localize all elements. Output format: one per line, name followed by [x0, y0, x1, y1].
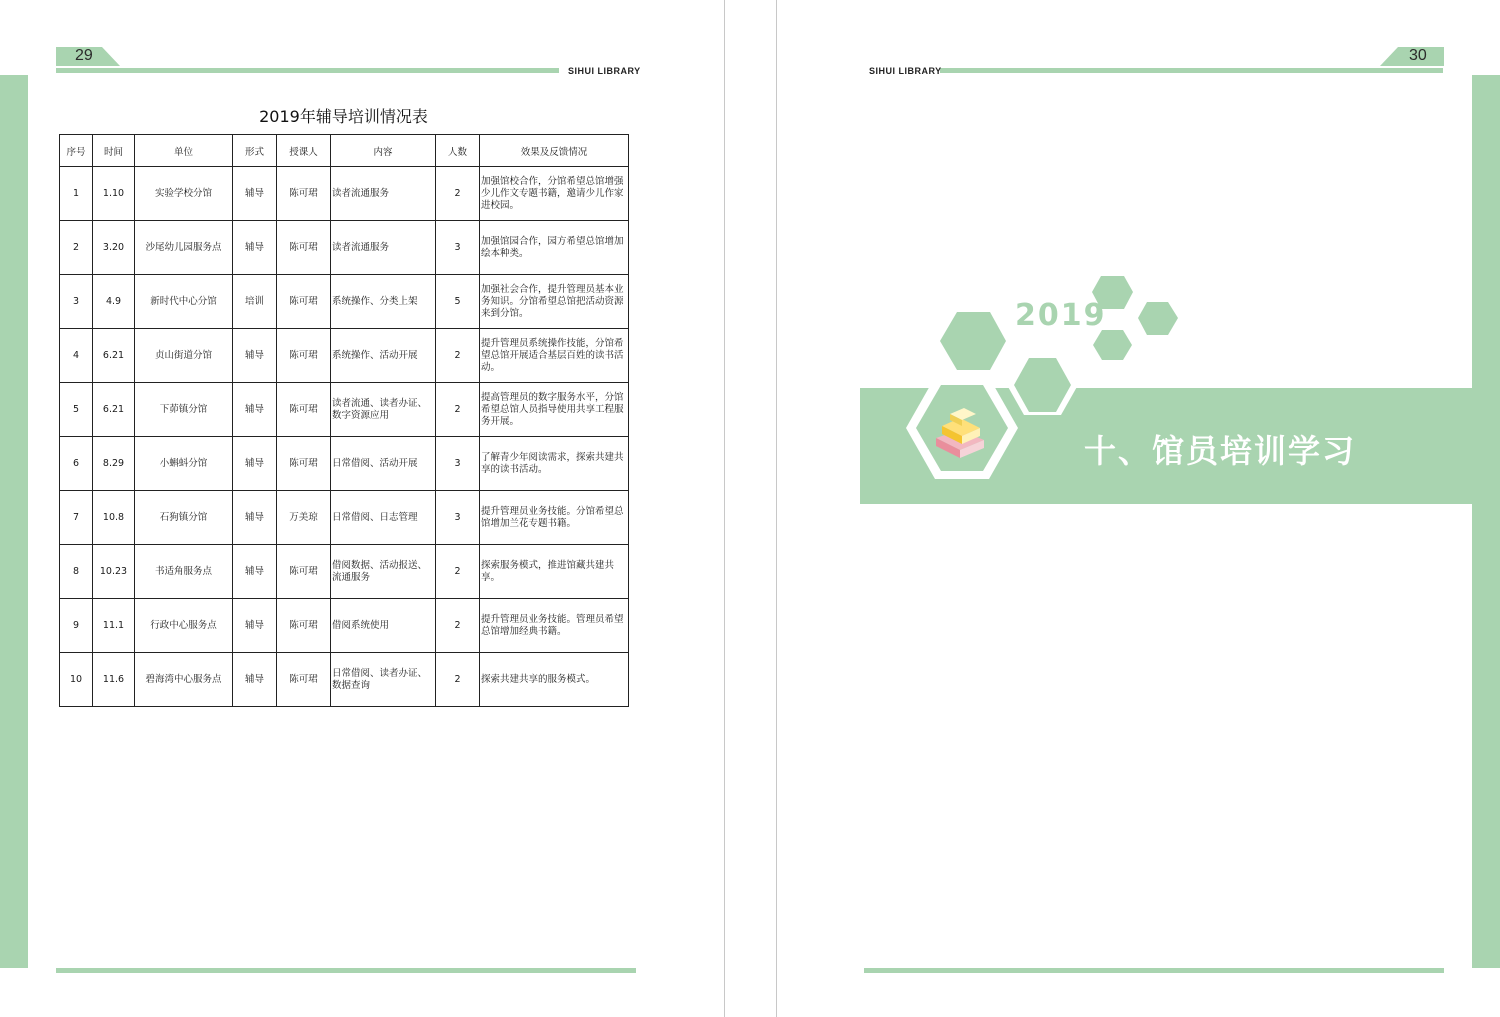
cell-content: 读者流通服务 [331, 221, 436, 275]
cell-count: 2 [436, 383, 480, 437]
cell-feedback: 提高管理员的数字服务水平，分馆希望总馆人员指导使用共享工程服务开展。 [480, 383, 629, 437]
cell-feedback: 加强馆园合作，园方希望总馆增加绘本种类。 [480, 221, 629, 275]
cell-unit: 石狗镇分馆 [135, 491, 233, 545]
col-header-count: 人数 [436, 135, 480, 167]
left-library-label: SIHUI LIBRARY [568, 66, 641, 76]
col-header-feedback: 效果及反馈情况 [480, 135, 629, 167]
cell-lecturer: 陈可珺 [277, 221, 331, 275]
cell-count: 2 [436, 599, 480, 653]
cell-unit: 行政中心服务点 [135, 599, 233, 653]
table-header-row [60, 135, 629, 167]
cell-count: 2 [436, 545, 480, 599]
cell-time: 11.1 [93, 599, 135, 653]
cell-content: 读者流通、读者办证、数字资源应用 [331, 383, 436, 437]
cell-form: 辅导 [233, 599, 277, 653]
section-title: 十、馆员培训学习 [1084, 432, 1357, 470]
cell-unit: 沙尾幼儿园服务点 [135, 221, 233, 275]
cell-lecturer: 陈可珺 [277, 275, 331, 329]
cell-time: 1.10 [93, 167, 135, 221]
cell-feedback: 提升管理员业务技能。管理员希望总馆增加经典书籍。 [480, 599, 629, 653]
cell-unit: 实验学校分馆 [135, 167, 233, 221]
right-header-rule [940, 68, 1443, 73]
cell-form: 辅导 [233, 653, 277, 707]
cell-count: 2 [436, 329, 480, 383]
cell-time: 8.29 [93, 437, 135, 491]
cell-unit: 碧海湾中心服务点 [135, 653, 233, 707]
cell-content: 借阅数据、活动报送、流通服务 [331, 545, 436, 599]
gutter-line-right [776, 0, 777, 1017]
right-page-number: 30 [1409, 47, 1427, 64]
table-row [60, 653, 629, 707]
cell-content: 系统操作、活动开展 [331, 329, 436, 383]
cell-time: 4.9 [93, 275, 135, 329]
col-header-content: 内容 [331, 135, 436, 167]
right-margin-strip [1472, 75, 1500, 968]
hexagon-large [940, 312, 1006, 370]
cell-time: 10.8 [93, 491, 135, 545]
cell-content: 借阅系统使用 [331, 599, 436, 653]
cell-form: 辅导 [233, 167, 277, 221]
cell-feedback: 探索共建共享的服务模式。 [480, 653, 629, 707]
table-title: 2019年辅导培训情况表 [259, 107, 428, 126]
table-row [60, 275, 629, 329]
cell-index: 4 [60, 329, 93, 383]
left-margin-strip [0, 75, 28, 968]
cell-feedback: 加强社会合作，提升管理员基本业务知识。分馆希望总馆把活动资源来到分馆。 [480, 275, 629, 329]
cell-lecturer: 万美琼 [277, 491, 331, 545]
table-row [60, 221, 629, 275]
col-header-form: 形式 [233, 135, 277, 167]
col-header-time: 时间 [93, 135, 135, 167]
cell-content: 日常借阅、读者办证、数据查询 [331, 653, 436, 707]
cell-content: 系统操作、分类上架 [331, 275, 436, 329]
cell-count: 5 [436, 275, 480, 329]
cell-form: 辅导 [233, 383, 277, 437]
table-row [60, 491, 629, 545]
cell-lecturer: 陈可珺 [277, 383, 331, 437]
cell-feedback: 提升管理员系统操作技能，分馆希望总馆开展适合基层百姓的读书活动。 [480, 329, 629, 383]
cell-index: 3 [60, 275, 93, 329]
hexagon-small-right [1138, 302, 1178, 335]
cell-count: 3 [436, 221, 480, 275]
hexagon-small-mid [1093, 330, 1132, 360]
training-table [59, 134, 629, 707]
cell-lecturer: 陈可珺 [277, 437, 331, 491]
books-icon [930, 404, 990, 464]
left-page-number: 29 [75, 47, 93, 64]
cell-unit: 下茆镇分馆 [135, 383, 233, 437]
cell-count: 2 [436, 653, 480, 707]
right-library-label: SIHUI LIBRARY [869, 66, 942, 76]
cell-time: 10.23 [93, 545, 135, 599]
cell-index: 8 [60, 545, 93, 599]
left-header-rule [56, 68, 559, 73]
col-header-lecturer: 授课人 [277, 135, 331, 167]
cell-form: 辅导 [233, 221, 277, 275]
cell-lecturer: 陈可珺 [277, 653, 331, 707]
cell-unit: 新时代中心分馆 [135, 275, 233, 329]
cell-time: 6.21 [93, 329, 135, 383]
table-row [60, 383, 629, 437]
cell-index: 1 [60, 167, 93, 221]
cell-count: 3 [436, 491, 480, 545]
cell-time: 3.20 [93, 221, 135, 275]
left-footer-rule [56, 968, 636, 973]
cell-feedback: 加强馆校合作，分馆希望总馆增强少儿作文专题书籍，邀请少儿作家进校园。 [480, 167, 629, 221]
table-row [60, 437, 629, 491]
cell-index: 10 [60, 653, 93, 707]
table-row [60, 599, 629, 653]
cell-index: 6 [60, 437, 93, 491]
table-row [60, 329, 629, 383]
right-footer-rule [864, 968, 1444, 973]
cell-content: 日常借阅、日志管理 [331, 491, 436, 545]
cell-lecturer: 陈可珺 [277, 599, 331, 653]
cell-form: 培训 [233, 275, 277, 329]
cell-lecturer: 陈可珺 [277, 545, 331, 599]
cell-content: 日常借阅、活动开展 [331, 437, 436, 491]
col-header-unit: 单位 [135, 135, 233, 167]
cell-lecturer: 陈可珺 [277, 167, 331, 221]
cell-index: 7 [60, 491, 93, 545]
cell-unit: 贞山街道分馆 [135, 329, 233, 383]
cell-count: 2 [436, 167, 480, 221]
cell-form: 辅导 [233, 491, 277, 545]
cell-index: 2 [60, 221, 93, 275]
cell-feedback: 了解青少年阅读需求，探索共建共享的读书活动。 [480, 437, 629, 491]
cell-unit: 书适角服务点 [135, 545, 233, 599]
cell-form: 辅导 [233, 545, 277, 599]
cell-feedback: 提升管理员业务技能。分馆希望总馆增加兰花专题书籍。 [480, 491, 629, 545]
cell-unit: 小蝌蚪分馆 [135, 437, 233, 491]
table-row [60, 167, 629, 221]
cell-form: 辅导 [233, 437, 277, 491]
col-header-index: 序号 [60, 135, 93, 167]
gutter-line-left [724, 0, 725, 1017]
cell-count: 3 [436, 437, 480, 491]
cell-content: 读者流通服务 [331, 167, 436, 221]
cell-time: 11.6 [93, 653, 135, 707]
table-row [60, 545, 629, 599]
cell-feedback: 探索服务模式，推进馆藏共建共享。 [480, 545, 629, 599]
cell-form: 辅导 [233, 329, 277, 383]
cell-lecturer: 陈可珺 [277, 329, 331, 383]
cell-index: 5 [60, 383, 93, 437]
cell-index: 9 [60, 599, 93, 653]
cell-time: 6.21 [93, 383, 135, 437]
year-label: 2019 [1015, 298, 1107, 333]
